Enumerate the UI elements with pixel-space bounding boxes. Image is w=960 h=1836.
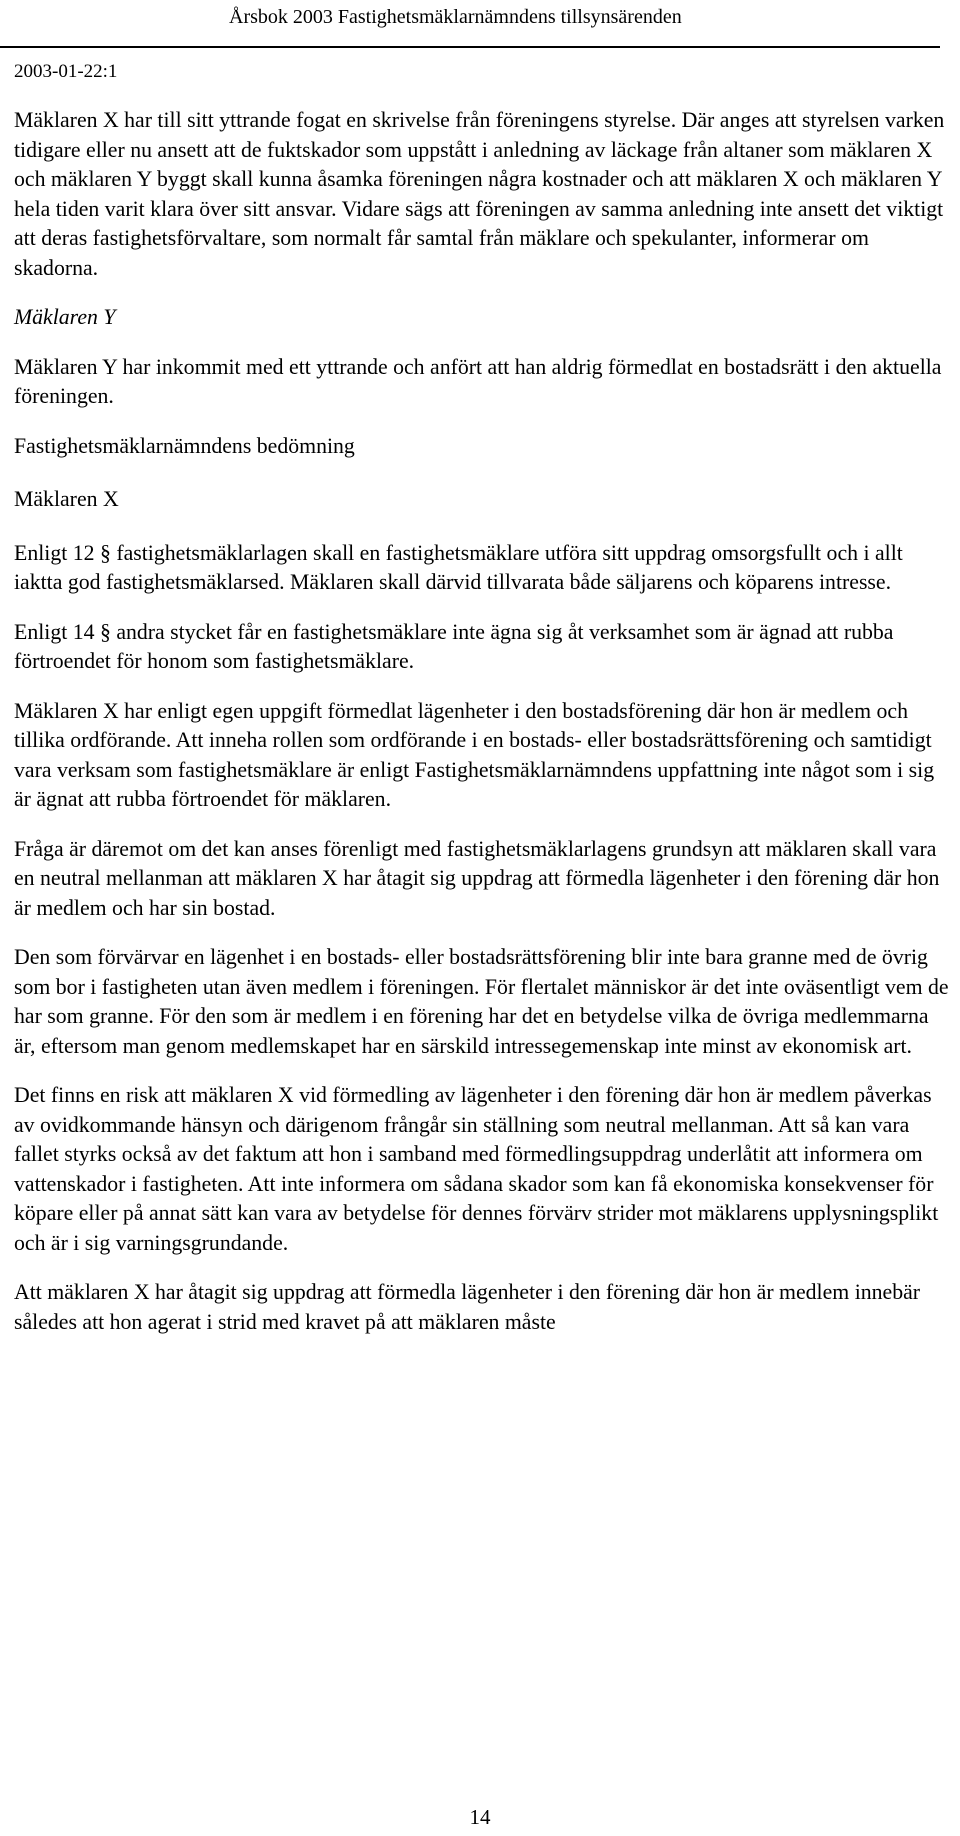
paragraph-slutsats: Att mäklaren X har åtagit sig uppdrag att förmedla lägenheter i den förening där hon är medlem innebär således att hon agerat i strid med kravet på att mäklaren måste [14,1280,921,1334]
paragraph-granne-medlem: Den som förvärvar en lägenhet i en bostads- eller bostadsrättsförening blir inte bara granne med de övrig som bor i fastigheten utan även medlem i föreningen. För flertalet människor är det inte oväsentligt vem de har som granne. För den som är medlem i en förening har det en betydelse vilka de övriga medlemmarna är, eftersom man genom medlemskapet har en särskild intressegemenskap inte minst av ekonomisk art. [14,945,949,1058]
section-heading-bedomning: Fastighetsmäklarnämndens bedömning [14,433,355,458]
section-heading-maklaren-x: Mäklaren X [14,487,119,511]
paragraph-12-paragraf: Enligt 12 § fastighetsmäklarlagen skall en fastighetsmäklare utföra sitt uppdrag omsorgsfullt och i allt iaktta god fastighetsmäklarsed. Mäklaren skall därvid tillvarata både säljarens och köparens intresse. [14,540,903,594]
paragraph-risk-ovidkommande: Det finns en risk att mäklaren X vid förmedling av lägenheter i den förening där hon är medlem påverkas av ovidkommande hänsyn och därigenom frångår sin ställning som neutral mellanman. Att så kan vara fallet styrks också av det faktum att hon i samband med förmedlingsuppdrag underlåtit att informera om vattenskador i fastigheten. Att inte informera om sådana skador som kan få ekonomiska konsekvenser för köpare eller på annat sätt kan vara av betydelse för dennes förvärv strider mot mäklarens upplysningsplikt och är i sig varningsgrundande. [14,1083,939,1255]
paragraph-ordforande: Mäklaren X har enligt egen uppgift förmedlat lägenheter i den bostadsförening där hon är medlem och tillika ordförande. Att inneha rollen som ordförande i en bostads- eller bostadsrättsförening och samtidigt vara verksam som fastighetsmäklare är enligt Fastighetsmäklarnämndens uppfattning inte något som i sig är ägnat att rubba förtroendet för mäklaren. [14,698,935,811]
page-number: 14 [469,1805,491,1829]
paragraph-14-paragraf: Enligt 14 § andra stycket får en fastighetsmäklare inte ägna sig åt verksamhet som är ägnad att rubba förtroendet för honom som fastighetsmäklare. [14,619,894,673]
header-divider [0,46,940,48]
paragraph-styrelse-skrivelse: Mäklaren X har till sitt yttrande fogat en skrivelse från föreningens styrelse. Där anges att styrelsen varken tidigare eller nu ansett att de fuktskador som uppstått i anledning av läckage från altaner som mäklaren X och mäklaren Y byggt skall kunna åsamka föreningen några kostnader och att mäklaren X och mäklaren Y hela tiden varit klara över sitt ansvar. Vidare sägs att föreningen av samma anledning inte ansett det viktigt att deras fastighetsförvaltare, som normalt får samtal från mäklare och spekulanter, informerar om skadorna. [14,108,945,280]
section-heading-maklaren-y: Mäklaren Y [14,305,116,329]
document-body [14,106,954,1357]
paragraph-neutral-mellanman: Fråga är däremot om det kan anses förenligt med fastighetsmäklarlagens grundsyn att mäklaren skall vara en neutral mellanman att mäklaren X har åtagit sig uppdrag att förmedla lägenheter i den förening där hon är medlem och har sin bostad. [14,836,940,920]
paragraph-maklaren-y-yttrande: Mäklaren Y har inkommit med ett yttrande och anfört att han aldrig förmedlat en bostadsrätt i den aktuella föreningen. [14,354,942,408]
case-number: 2003-01-22:1 [14,61,118,82]
running-header-title: Årsbok 2003 Fastighetsmäklarnämndens tillsynsärenden [229,6,682,28]
